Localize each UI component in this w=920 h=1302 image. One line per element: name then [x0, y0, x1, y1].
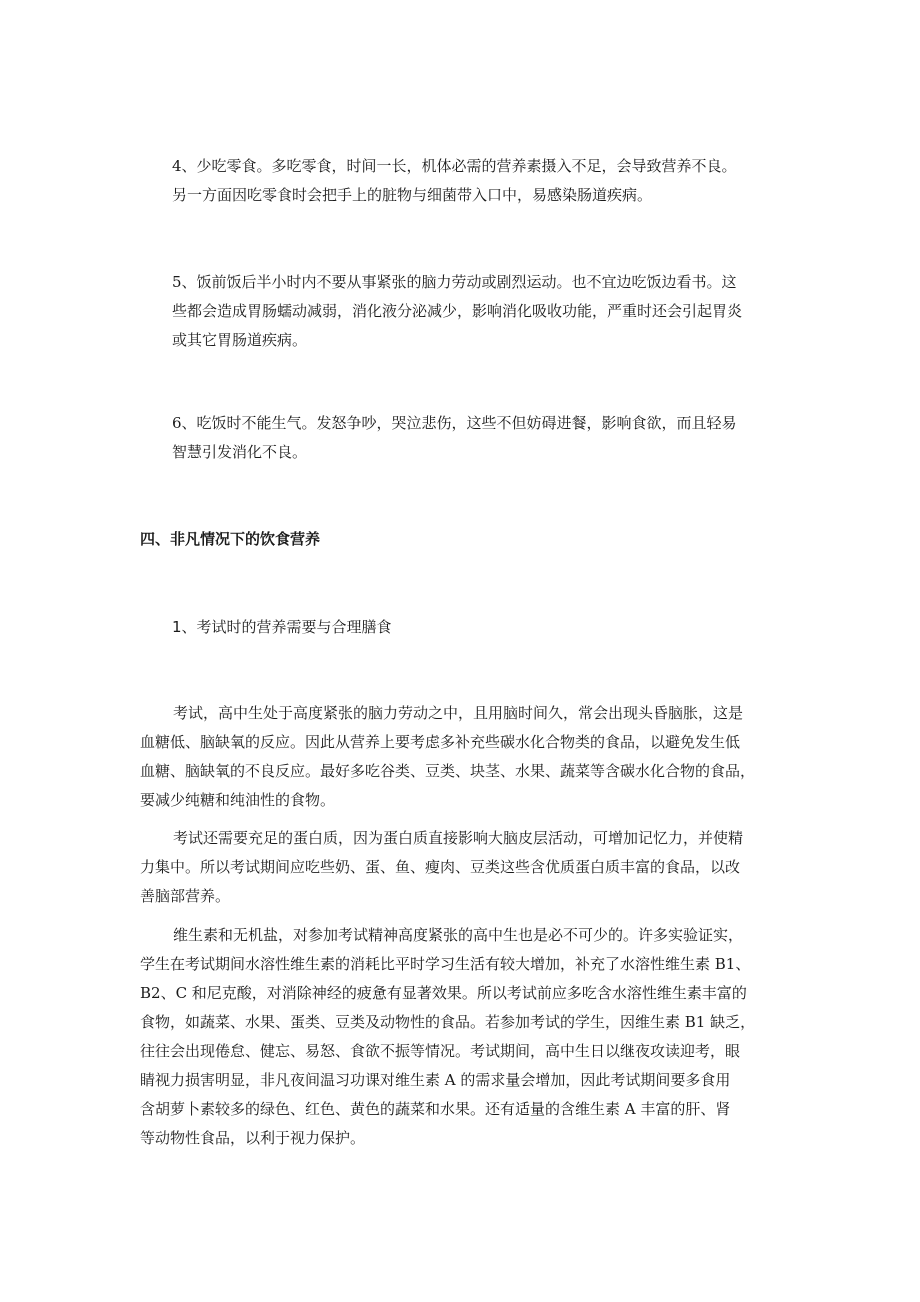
text-line: 食物，如蔬菜、水果、蛋类、豆类及动物性的食品。若参加考试的学生，因维生素 B1 缺乏， [140, 1013, 756, 1031]
text-line: 血糖、脑缺氧的不良反应。最好多吃谷类、豆类、块茎、水果、蔬菜等含碳水化合物的食品， [140, 762, 756, 780]
text-line: 或其它胃肠道疾病。 [172, 331, 308, 349]
text-line: 善脑部营养。 [140, 887, 231, 905]
text-line: 维生素和无机盐，对参加考试精神高度紧张的高中生也是必不可少的。许多实验证实， [173, 926, 744, 944]
list-item-6 [140, 409, 785, 467]
list-item-5 [140, 268, 785, 355]
text-line: 6、吃饭时不能生气。发怒争吵，哭泣悲伤，这些不但妨碍进餐，影响食欲，而且轻易 [172, 414, 737, 432]
text-line: 5、饭前饭后半小时内不要从事紧张的脑力劳动或剧烈运动。也不宜边吃饭边看书。这 [172, 273, 737, 291]
text-line: B2、C 和尼克酸，对消除神经的疲惫有显著效果。所以考试前应多吃含水溶性维生素丰富的 [140, 984, 747, 1002]
text-line: 力集中。所以考试期间应吃些奶、蛋、鱼、瘦肉、豆类这些含优质蛋白质丰富的食品，以改 [140, 858, 741, 876]
section-heading: 四、非凡情况下的饮食营养 [140, 530, 321, 548]
subheading: 1、考试时的营养需要与合理膳食 [172, 618, 392, 636]
paragraph [140, 921, 785, 1153]
text-line: 血糖低、脑缺氧的反应。因此从营养上要考虑多补充些碳水化合物类的食品，以避免发生低 [140, 733, 741, 751]
text-line: 往往会出现倦怠、健忘、易怒、食欲不振等情况。考试期间，高中生日以继夜攻读迎考，眼 [140, 1042, 741, 1060]
paragraph [140, 824, 785, 911]
list-item-4 [140, 152, 785, 210]
text-line: 智慧引发消化不良。 [172, 443, 308, 461]
text-line: 另一方面因吃零食时会把手上的脏物与细菌带入口中，易感染肠道疾病。 [172, 186, 653, 204]
text-line: 等动物性食品，以利于视力保护。 [140, 1129, 366, 1147]
text-line: 些都会造成胃肠蠕动减弱，消化液分泌减少，影响消化吸收功能，严重时还会引起胃炎 [172, 302, 743, 320]
text-line: 要减少纯糖和纯油性的食物。 [140, 791, 336, 809]
paragraph [140, 699, 785, 815]
text-line: 考试，高中生处于高度紧张的脑力劳动之中，且用脑时间久，常会出现头昏脑胀，这是 [173, 704, 744, 722]
text-line: 睛视力损害明显，非凡夜间温习功课对维生素 A 的需求量会增加，因此考试期间要多食用 [140, 1071, 731, 1089]
text-line: 4、少吃零食。多吃零食，时间一长，机体必需的营养素摄入不足，会导致营养不良。 [172, 157, 737, 175]
text-line: 考试还需要充足的蛋白质，因为蛋白质直接影响大脑皮层活动，可增加记忆力，并使精 [173, 829, 744, 847]
text-line: 学生在考试期间水溶性维生素的消耗比平时学习生活有较大增加，补充了水溶性维生素 B1、 [140, 955, 751, 973]
text-line: 含胡萝卜素较多的绿色、红色、黄色的蔬菜和水果。还有适量的含维生素 A 丰富的肝、肾 [140, 1100, 731, 1118]
